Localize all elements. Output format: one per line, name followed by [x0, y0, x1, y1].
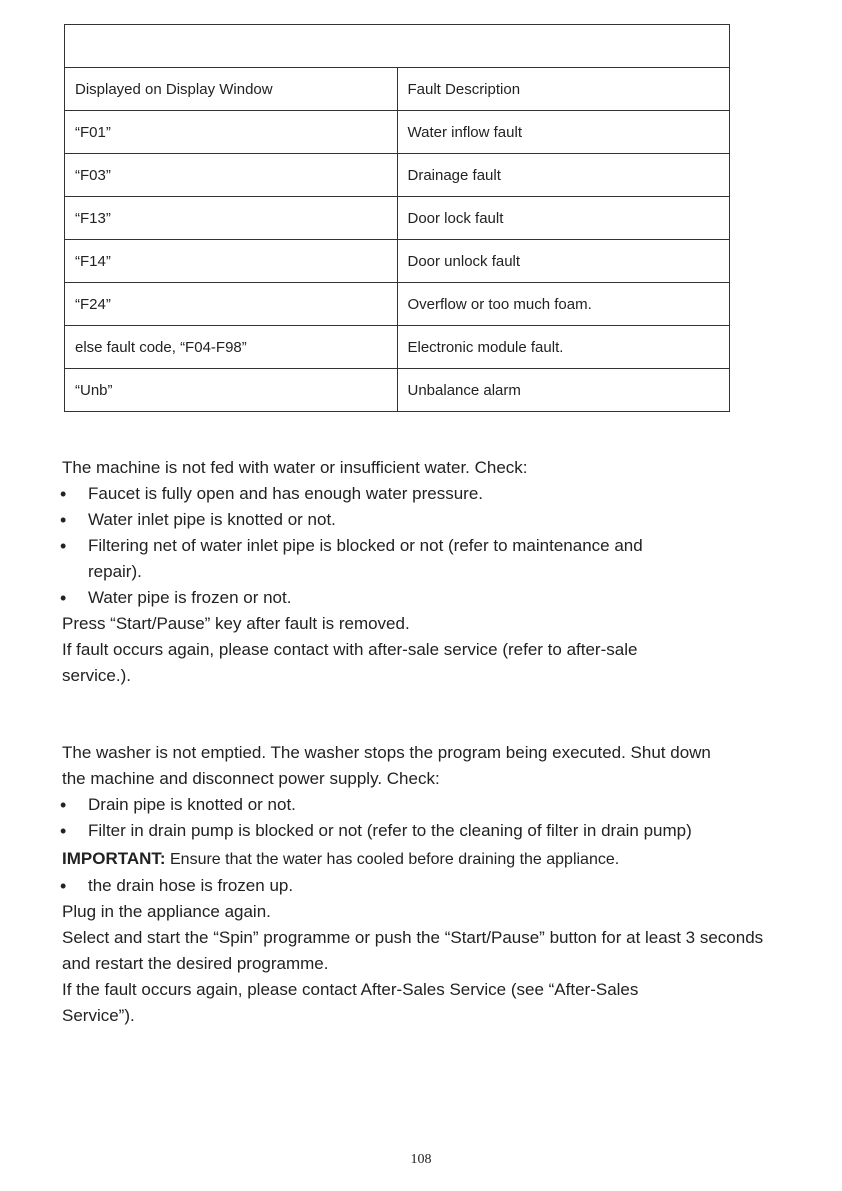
check-list: [62, 792, 782, 844]
fault-code: “F03”: [65, 154, 398, 197]
fault-description: Drainage fault: [397, 154, 730, 197]
list-item: • Water pipe is frozen or not.: [62, 585, 782, 611]
instruction-text: Press “Start/Pause” key after fault is removed.: [62, 614, 410, 633]
fault-description: Door unlock fault: [397, 240, 730, 283]
table-row: [65, 197, 730, 240]
header-display: Displayed on Display Window: [65, 68, 398, 111]
drainage-section: [62, 740, 782, 1029]
list-item: • Filtering net of water inlet pipe is blocked or not (refer to maintenance and repair).: [62, 533, 688, 585]
fault-description: Door lock fault: [397, 197, 730, 240]
important-note: [62, 846, 782, 873]
list-item: • Drain pipe is knotted or not.: [62, 792, 782, 818]
list-item: • Water inlet pipe is knotted or not.: [62, 507, 782, 533]
section-intro: The washer is not emptied. The washer stops the program being executed. Shut down the machine and disconnect power supply. Check:: [62, 743, 711, 788]
table-title: [65, 25, 730, 68]
instruction-text: Select and start the “Spin” programme or push the “Start/Pause” button for at least 3 seconds and restart the desired programme.: [62, 928, 764, 973]
table-row: [65, 154, 730, 197]
fault-code: “F01”: [65, 111, 398, 154]
fault-description: Unbalance alarm: [397, 369, 730, 412]
list-item: • Filter in drain pump is blocked or not (refer to the cleaning of filter in drain pump): [62, 818, 782, 844]
instruction-text: If fault occurs again, please contact with after-sale service (refer to after-sale service.).: [62, 640, 638, 685]
fault-code: “F14”: [65, 240, 398, 283]
list-item: • Faucet is fully open and has enough water pressure.: [62, 481, 782, 507]
section-intro: The machine is not fed with water or insufficient water. Check:: [62, 458, 528, 477]
fault-description: Overflow or too much foam.: [397, 283, 730, 326]
table-row: [65, 326, 730, 369]
fault-code: “F13”: [65, 197, 398, 240]
fault-code: “Unb”: [65, 369, 398, 412]
important-label: IMPORTANT:: [62, 849, 166, 868]
header-description: Fault Description: [397, 68, 730, 111]
table-row: [65, 111, 730, 154]
important-text: Ensure that the water has cooled before draining the appliance.: [165, 851, 620, 868]
table-row: [65, 369, 730, 412]
table-row: [65, 283, 730, 326]
check-list: [62, 481, 782, 611]
check-list: [62, 873, 782, 899]
fault-description: Electronic module fault.: [397, 326, 730, 369]
fault-description: Water inflow fault: [397, 111, 730, 154]
instruction-text: Plug in the appliance again.: [62, 902, 271, 921]
fault-code: “F24”: [65, 283, 398, 326]
page-number: 108: [410, 1152, 432, 1167]
water-inflow-section: [62, 455, 782, 689]
list-item: • the drain hose is frozen up.: [62, 873, 782, 899]
fault-code-table: [64, 24, 730, 412]
instruction-text: If the fault occurs again, please contact After-Sales Service (see “After-Sales Service”).: [62, 980, 639, 1025]
table-row: [65, 240, 730, 283]
fault-code: else fault code, “F04-F98”: [65, 326, 398, 369]
